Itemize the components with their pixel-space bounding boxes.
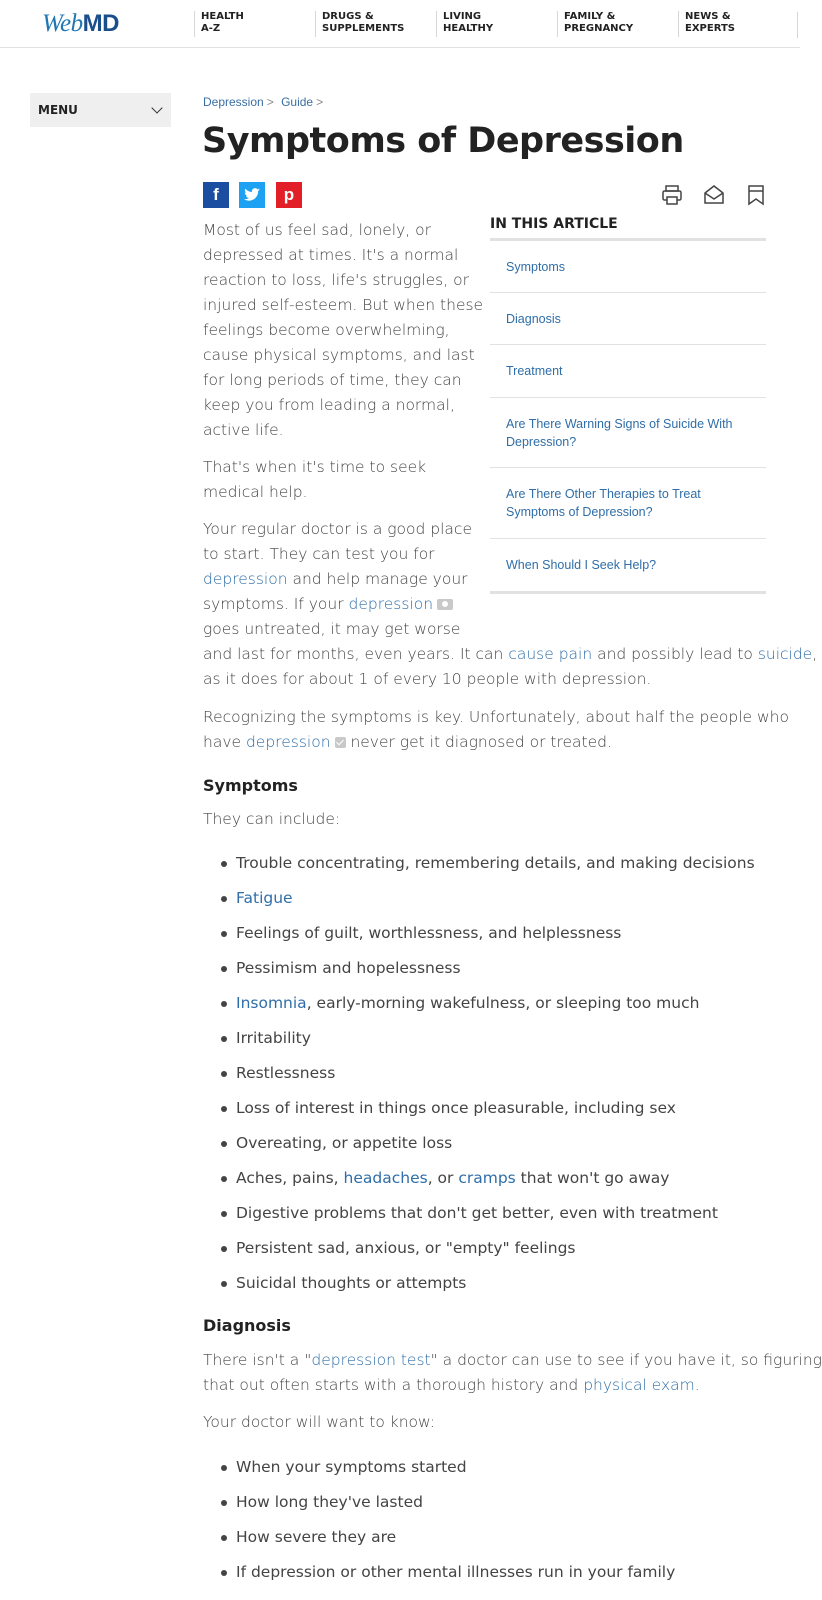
nav-news-experts[interactable]: NEWS & EXPERTS bbox=[678, 11, 735, 37]
list-item: Aches, pains, headaches, or cramps that won't go away bbox=[236, 1168, 755, 1203]
list-item: Restlessness bbox=[236, 1063, 755, 1098]
diagnosis-heading: Diagnosis bbox=[203, 1316, 291, 1335]
site-header bbox=[0, 0, 800, 48]
in-this-article-box bbox=[490, 216, 766, 594]
breadcrumb bbox=[203, 95, 327, 109]
depression-link[interactable]: depression bbox=[245, 733, 331, 751]
toc-item-seek-help[interactable]: When Should I Seek Help? bbox=[490, 539, 766, 594]
nav-living-healthy[interactable]: LIVING HEALTHY bbox=[436, 11, 493, 37]
list-item: Suicidal thoughts or attempts bbox=[236, 1273, 755, 1308]
email-icon[interactable] bbox=[702, 183, 726, 207]
print-icon[interactable] bbox=[660, 183, 684, 207]
seek-help-paragraph: That's when it's time to seek medical help. bbox=[203, 458, 427, 501]
list-item: How severe they are bbox=[236, 1527, 675, 1562]
list-item: Irritability bbox=[236, 1028, 755, 1063]
breadcrumb-separator: > bbox=[316, 95, 324, 109]
list-item: Loss of interest in things once pleasurable, including sex bbox=[236, 1098, 755, 1133]
symptoms-list bbox=[236, 853, 755, 1308]
nav-drugs-supplements[interactable]: DRUGS & SUPPLEMENTS bbox=[315, 11, 404, 37]
pinterest-share-button[interactable] bbox=[276, 182, 302, 208]
insomnia-link[interactable]: Insomnia bbox=[236, 994, 307, 1012]
fatigue-link[interactable]: Fatigue bbox=[236, 889, 293, 907]
headaches-link[interactable]: headaches bbox=[343, 1169, 428, 1187]
pinterest-icon: p bbox=[283, 185, 295, 204]
list-item: If depression or other mental illnesses run in your family bbox=[236, 1562, 675, 1597]
doctor-paragraph: Your regular doctor is a good place to start. They can test you for depression and help manage your symptoms. If your depression goes untreated, it may get worse and last for months, even years. It can cause pain and possibly lead to suicide, as it does for about 1 of every 10 people with depression. bbox=[203, 520, 818, 688]
physical-exam-link[interactable]: physical exam bbox=[583, 1376, 695, 1394]
webmd-logo[interactable]: WebMD bbox=[42, 10, 119, 37]
depression-link[interactable]: depression bbox=[203, 570, 288, 588]
toc-item-other-therapies[interactable]: Are There Other Therapies to Treat Symptoms of Depression? bbox=[490, 468, 766, 539]
chevron-down-icon bbox=[151, 102, 162, 113]
symptoms-heading: Symptoms bbox=[203, 776, 298, 795]
nav-family-pregnancy[interactable]: FAMILY & PREGNANCY bbox=[557, 11, 633, 37]
list-item: Digestive problems that don't get better, even with treatment bbox=[236, 1203, 755, 1238]
page-title: Symptoms of Depression bbox=[202, 121, 684, 161]
diagnosis-paragraph: There isn't a "depression test" a doctor can use to see if you have it, so figuring that out often starts with a thorough history and physical exam. bbox=[203, 1351, 822, 1394]
list-item: Pessimism and hopelessness bbox=[236, 958, 755, 993]
list-item: When your symptoms started bbox=[236, 1457, 675, 1492]
nav-health-a-z[interactable]: HEALTH A-Z bbox=[194, 11, 244, 37]
recognizing-paragraph: Recognizing the symptoms is key. Unfortunately, about half the people who have depression never get it diagnosed or treated. bbox=[203, 708, 789, 751]
toc-title: IN THIS ARTICLE bbox=[490, 216, 766, 241]
bookmark-icon[interactable] bbox=[744, 183, 768, 207]
diagnosis-list bbox=[236, 1457, 675, 1597]
depression-test-link[interactable]: depression test bbox=[311, 1351, 431, 1369]
toc-item-symptoms[interactable]: Symptoms bbox=[490, 241, 766, 293]
breadcrumb-separator: > bbox=[266, 95, 274, 109]
toc-item-warning-signs[interactable]: Are There Warning Signs of Suicide With Depression? bbox=[490, 398, 766, 468]
check-icon[interactable] bbox=[335, 737, 346, 748]
facebook-share-button[interactable] bbox=[203, 182, 229, 208]
list-item: Insomnia, early-morning wakefulness, or sleeping too much bbox=[236, 993, 755, 1028]
list-item: Feelings of guilt, worthlessness, and helplessness bbox=[236, 923, 755, 958]
twitter-share-button[interactable] bbox=[239, 182, 265, 208]
list-item: Persistent sad, anxious, or "empty" feelings bbox=[236, 1238, 755, 1273]
list-item: How long they've lasted bbox=[236, 1492, 675, 1527]
camera-icon[interactable] bbox=[437, 599, 453, 610]
doctor-know-text: Your doctor will want to know: bbox=[203, 1413, 436, 1431]
menu-button[interactable] bbox=[30, 93, 171, 127]
list-item: Trouble concentrating, remembering details, and making decisions bbox=[236, 853, 755, 888]
nav-divider bbox=[797, 12, 798, 38]
depression-link[interactable]: depression bbox=[348, 595, 434, 613]
facebook-icon: f bbox=[213, 185, 219, 204]
breadcrumb-guide[interactable]: Guide bbox=[281, 95, 314, 109]
intro-paragraph: Most of us feel sad, lonely, or depressed at times. It's a normal reaction to loss, life's struggles, or injured self-esteem. But when these feelings become overwhelming, cause physical symptoms, and last for long periods of time, they can keep you from leading a normal, active life. bbox=[203, 221, 484, 439]
breadcrumb-depression[interactable]: Depression bbox=[203, 95, 264, 109]
menu-label: MENU bbox=[38, 103, 78, 117]
cramps-link[interactable]: cramps bbox=[458, 1169, 516, 1187]
twitter-icon bbox=[244, 188, 260, 202]
suicide-link[interactable]: suicide bbox=[757, 645, 813, 663]
toc-item-treatment[interactable]: Treatment bbox=[490, 345, 766, 398]
list-item bbox=[236, 888, 755, 923]
list-item: Overeating, or appetite loss bbox=[236, 1133, 755, 1168]
symptoms-intro: They can include: bbox=[203, 810, 341, 828]
toc-item-diagnosis[interactable]: Diagnosis bbox=[490, 293, 766, 345]
cause-pain-link[interactable]: cause pain bbox=[508, 645, 593, 663]
